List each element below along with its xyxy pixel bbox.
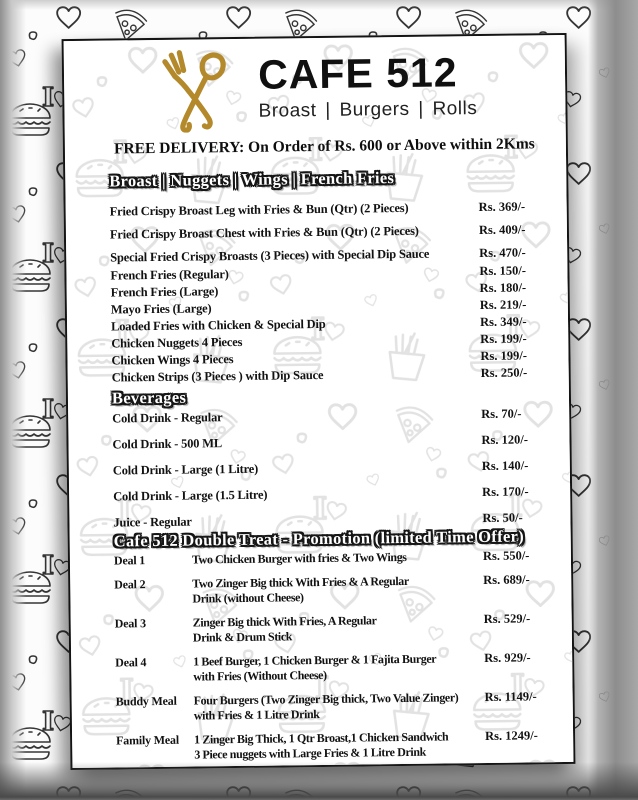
- item-price: Rs. 369/-: [478, 199, 526, 215]
- menu-item-row: [113, 458, 544, 477]
- deal-row: [116, 689, 547, 724]
- deal-price: Rs. 689/-: [483, 572, 530, 588]
- item-price: Rs. 140/-: [481, 458, 529, 474]
- menu-item-row: [110, 199, 541, 218]
- section-title-beverages: Beverages: [111, 387, 187, 408]
- deal-row: [114, 572, 545, 607]
- beverage-items: [112, 406, 544, 529]
- item-price: Rs. 180/-: [479, 280, 527, 296]
- deal-description: Zinger Big thick With Fries, A Regular Drink & Drum Stick: [192, 613, 377, 645]
- item-name: Cold Drink - Regular: [112, 410, 223, 426]
- deal-label: Deal 2: [114, 577, 146, 592]
- section-title-broast: Broast | Nuggets | Wings | French Fries: [109, 168, 395, 191]
- deal-row: [115, 611, 546, 646]
- item-name: Fried Crispy Broast Chest with Fries & Bun (Qtr) (2 Pieces): [109, 223, 419, 242]
- free-delivery-banner: FREE DELIVERY: On Order of Rs. 600 or Above within 2Kms: [113, 135, 535, 158]
- menu-item-row: [113, 484, 544, 503]
- brand-text-block: [257, 49, 478, 123]
- item-price: Rs. 470/-: [479, 245, 526, 261]
- item-price: Rs. 199/-: [480, 348, 528, 364]
- item-name: Cold Drink - 500 ML: [112, 436, 222, 452]
- menu-content: [64, 35, 574, 764]
- item-name: Chicken Strips (3 Pieces ) with Dip Sauce: [111, 367, 324, 385]
- deal-description: 1 Beef Burger, 1 Chicken Burger & 1 Fajita Burger with Fries (Without Cheese): [193, 651, 437, 684]
- deal-price: Rs. 1149/-: [484, 689, 537, 704]
- menu-item-row: [111, 297, 542, 316]
- menu-item-row: [111, 280, 542, 299]
- item-name: Special Fried Crispy Broasts (3 Pieces) with Special Dip Sauce: [110, 246, 430, 265]
- item-name: Fried Crispy Broast Leg with Fries & Bun (Qtr) (2 Pieces): [109, 200, 409, 219]
- item-price: Rs. 70/-: [481, 406, 522, 422]
- brand-tagline: Broast | Burgers | Rolls: [258, 98, 478, 122]
- promotion-deals: [114, 548, 548, 763]
- deal-price: Rs. 929/-: [484, 650, 531, 665]
- deal-label: Buddy Meal: [115, 693, 177, 709]
- item-price: Rs. 219/-: [479, 297, 527, 313]
- deal-price: Rs. 1249/-: [485, 728, 538, 743]
- item-name: French Fries (Large): [110, 284, 219, 300]
- deal-description: Four Burgers (Two Zinger Big thick, Two Value Zinger) with Fries & 1 Litre Drink: [193, 690, 459, 723]
- item-name: Cold Drink - Large (1.5 Litre): [113, 487, 268, 504]
- section-title-promotion: Cafe 512 Double Treat - Promotion (limited Time Offer): [113, 526, 525, 551]
- menu-item-row: [110, 263, 541, 282]
- item-price: Rs. 199/-: [480, 331, 527, 347]
- item-price: Rs. 50/-: [482, 510, 523, 526]
- deal-label: Deal 3: [114, 616, 146, 631]
- menu-item-row: [112, 365, 543, 384]
- fork-spoon-logo-icon: [156, 48, 243, 133]
- brand-name: CAFE 512: [257, 49, 458, 98]
- item-name: Mayo Fries (Large): [110, 301, 212, 317]
- menu-item-row: [111, 348, 542, 367]
- item-price: Rs. 349/-: [479, 314, 527, 330]
- deal-description: Two Zinger Big thick With Fries & A Regular Drink (without Cheese): [192, 573, 409, 606]
- deal-row: [115, 650, 546, 685]
- item-name: Cold Drink - Large (1 Litre): [112, 461, 259, 478]
- deal-description: 1 Zinger Big Thick, 1 Qtr Broast,1 Chicken Sandwich 3 Piece nuggets with Large Fries & 1 Litre Drink: [194, 729, 449, 762]
- deal-label: Deal 1: [113, 553, 146, 568]
- broast-items-group1: [110, 199, 542, 264]
- menu-item-row: [112, 432, 543, 451]
- deal-price: Rs. 550/-: [482, 548, 530, 564]
- deal-row: [116, 728, 547, 763]
- item-name: Chicken Wings 4 Pieces: [111, 352, 234, 368]
- item-name: Chicken Nuggets 4 Pieces: [111, 334, 243, 351]
- brand-header: [108, 43, 526, 132]
- item-price: Rs. 150/-: [479, 263, 527, 279]
- item-price: Rs. 120/-: [481, 432, 529, 448]
- deal-label: Family Meal: [116, 732, 179, 748]
- item-price: Rs. 409/-: [478, 222, 526, 238]
- item-name: Juice - Regular: [113, 514, 192, 530]
- menu-item-row: [111, 314, 542, 333]
- item-price: Rs. 250/-: [480, 365, 528, 381]
- menu-item-row: [111, 331, 542, 350]
- broast-items-group2: [110, 263, 542, 384]
- fork-spoon-strokes: [165, 52, 224, 130]
- menu-item-row: [110, 245, 541, 264]
- item-name: Loaded Fries with Chicken & Special Dip: [110, 316, 326, 334]
- deal-price: Rs. 529/-: [483, 611, 531, 626]
- deal-description: Two Chicken Burger with fries & Two Wings: [191, 549, 407, 567]
- menu-card: [62, 33, 576, 770]
- item-name: French Fries (Regular): [110, 267, 229, 283]
- item-price: Rs. 170/-: [482, 484, 529, 500]
- deal-label: Deal 4: [115, 655, 147, 670]
- menu-item-row: [110, 222, 541, 241]
